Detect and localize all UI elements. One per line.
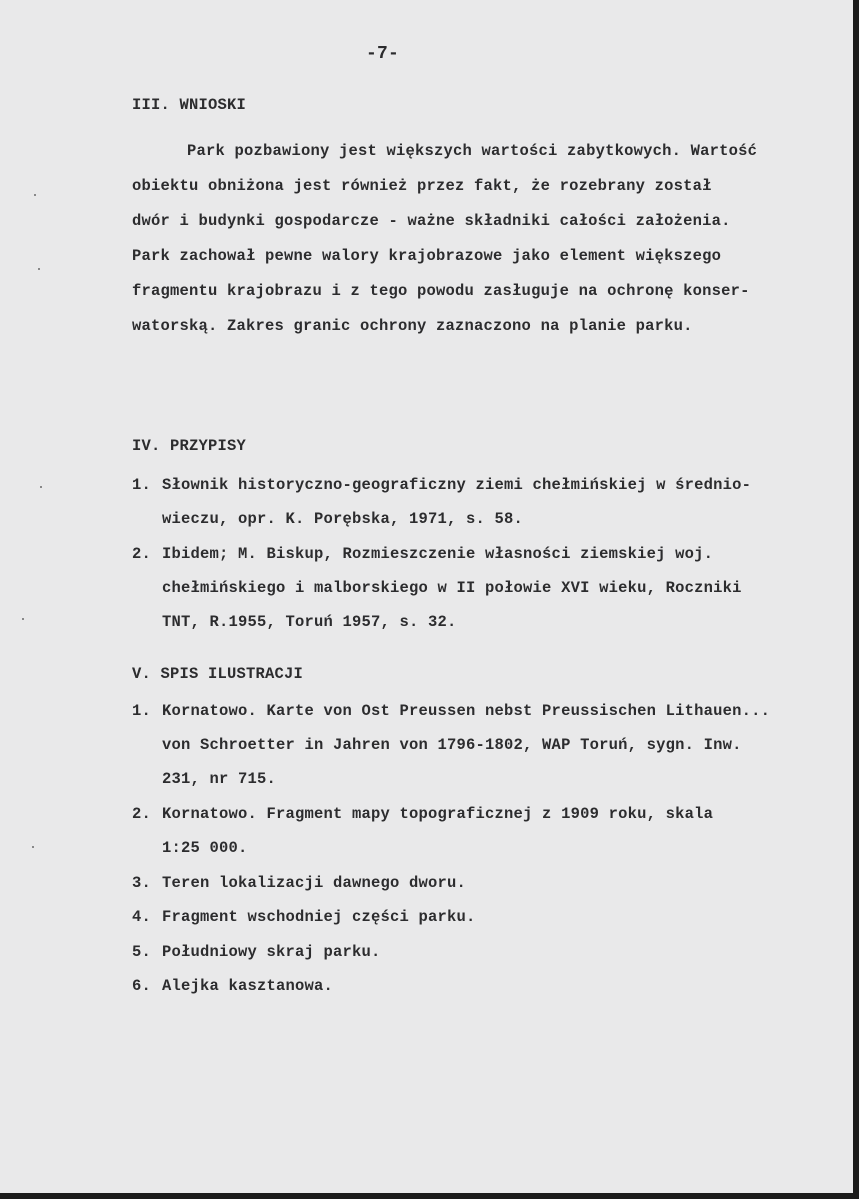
page-number: -7- bbox=[366, 44, 400, 64]
illustration-number: 4. bbox=[132, 908, 152, 926]
paragraph-line: Park zachował pewne walory krajobrazowe jako element większego bbox=[132, 247, 722, 265]
footnote-number: 2. bbox=[132, 545, 152, 563]
footnote-line: Ibidem; M. Biskup, Rozmieszczenie własności ziemskiej woj. bbox=[162, 545, 714, 563]
paragraph-line: watorską. Zakres granic ochrony zaznaczono na planie parku. bbox=[132, 317, 693, 335]
section-heading-footnotes: IV. PRZYPISY bbox=[132, 437, 247, 455]
illustration-line: Teren lokalizacji dawnego dworu. bbox=[162, 874, 467, 892]
scan-speck bbox=[40, 486, 42, 488]
illustration-number: 5. bbox=[132, 943, 152, 961]
footnote-number: 1. bbox=[132, 476, 152, 494]
illustration-number: 3. bbox=[132, 874, 152, 892]
illustration-line: Kornatowo. Fragment mapy topograficznej z 1909 roku, skala bbox=[162, 805, 714, 823]
footnote-line: TNT, R.1955, Toruń 1957, s. 32. bbox=[162, 613, 457, 631]
illustration-line: Kornatowo. Karte von Ost Preussen nebst Preussischen Lithauen... bbox=[162, 702, 771, 720]
section-heading-conclusions: III. WNIOSKI bbox=[132, 96, 247, 114]
paragraph-line: obiektu obniżona jest również przez fakt, że rozebrany został bbox=[132, 177, 712, 195]
scan-speck bbox=[32, 846, 34, 848]
illustration-line: von Schroetter in Jahren von 1796-1802, WAP Toruń, sygn. Inw. bbox=[162, 736, 742, 754]
scan-speck bbox=[34, 194, 36, 196]
scan-border-right bbox=[853, 0, 859, 1199]
scan-speck bbox=[22, 618, 24, 620]
illustration-line: Fragment wschodniej części parku. bbox=[162, 908, 476, 926]
illustration-line: Południowy skraj parku. bbox=[162, 943, 381, 961]
illustration-number: 6. bbox=[132, 977, 152, 995]
footnote-line: wieczu, opr. K. Porębska, 1971, s. 58. bbox=[162, 510, 524, 528]
illustration-line: Alejka kasztanowa. bbox=[162, 977, 334, 995]
scan-speck bbox=[38, 268, 40, 270]
section-heading-illustrations: V. SPIS ILUSTRACJI bbox=[132, 665, 304, 683]
illustration-line: 1:25 000. bbox=[162, 839, 248, 857]
paragraph-line: fragmentu krajobrazu i z tego powodu zasługuje na ochronę konser- bbox=[132, 282, 750, 300]
scan-border-bottom bbox=[0, 1193, 859, 1199]
illustration-line: 231, nr 715. bbox=[162, 770, 277, 788]
illustration-number: 1. bbox=[132, 702, 152, 720]
paragraph-line: Park pozbawiony jest większych wartości zabytkowych. Wartość bbox=[187, 142, 758, 160]
footnote-line: chełmińskiego i malborskiego w II połowie XVI wieku, Roczniki bbox=[162, 579, 742, 597]
illustration-number: 2. bbox=[132, 805, 152, 823]
footnote-line: Słownik historyczno-geograficzny ziemi chełmińskiej w średnio- bbox=[162, 476, 752, 494]
paragraph-line: dwór i budynki gospodarcze - ważne składniki całości założenia. bbox=[132, 212, 731, 230]
